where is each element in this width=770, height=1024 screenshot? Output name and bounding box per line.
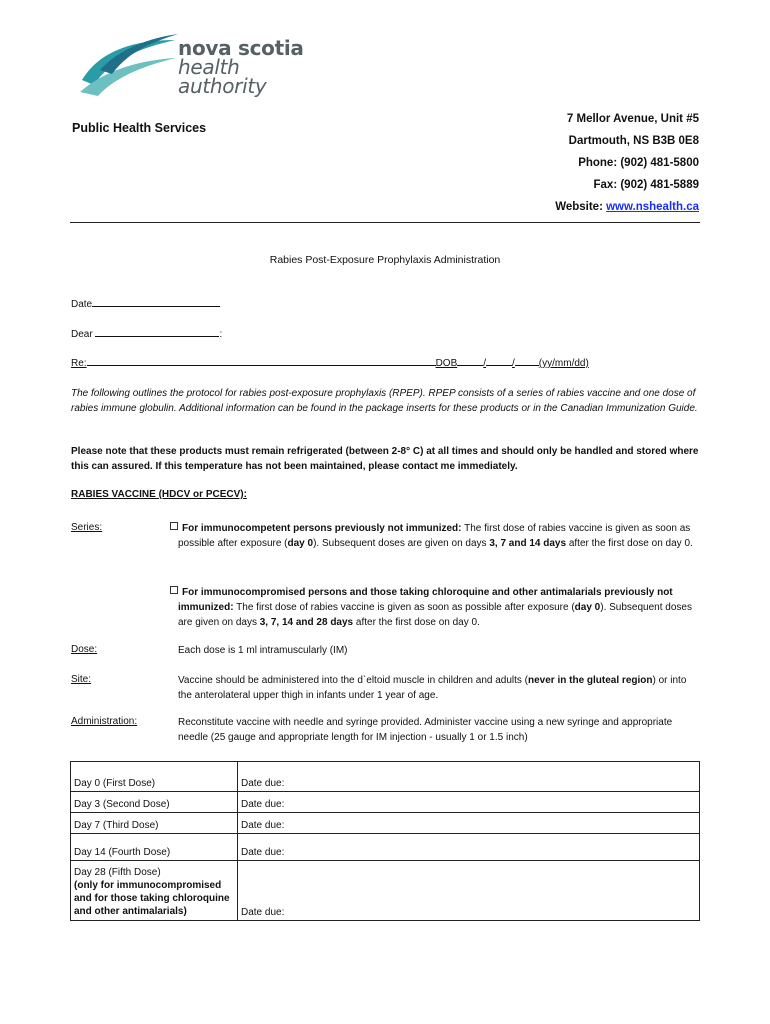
table-row <box>71 861 700 921</box>
website-line <box>555 196 699 218</box>
logo-swoosh-icon <box>80 30 180 100</box>
logo-line1: nova scotia <box>178 36 304 60</box>
dob-dd-blank[interactable] <box>515 356 539 366</box>
series1-day0: day 0 <box>287 538 314 549</box>
series2-a: The first dose of rabies vaccine is given as soon as possible after exposure ( <box>233 602 575 613</box>
dose-text: Each dose is 1 ml intramuscularly (IM) <box>178 645 348 656</box>
dob-label: DOB <box>435 358 458 369</box>
re-label: Re: <box>71 358 87 369</box>
last-dose-label: Day 28 (Fifth Dose) <box>74 867 161 878</box>
table-row <box>71 792 700 813</box>
storage-note: Please note that these products must remain refrigerated (between 2-8° C) at all times and should only be handled and stored where this can assured. If this temperature has not been maintained, please contact me immediately. <box>71 446 699 472</box>
checkbox-immunocompromised[interactable] <box>170 586 178 594</box>
dob-format: (yy/mm/dd) <box>538 358 589 369</box>
series1-days: 3, 7 and 14 days <box>489 538 567 549</box>
series2-day0: day 0 <box>574 602 601 613</box>
fax-line: Fax: (902) 481-5889 <box>593 179 699 191</box>
website-link[interactable]: www.nshealth.ca <box>606 201 699 213</box>
series-item-immunocompetent <box>178 521 700 551</box>
administration-text: Reconstitute vaccine with needle and syringe provided. Administer vaccine using a new syringe and appropriate needle (25 gauge and appropriate length for IM injection - usually 1 or 1.5 inch) <box>178 717 673 743</box>
administration-label: Administration: <box>71 716 138 727</box>
re-blank[interactable] <box>87 356 436 366</box>
table-row <box>71 813 700 834</box>
dear-blank[interactable] <box>95 327 219 337</box>
dose-cell-last <box>71 861 238 921</box>
dob-sep1: / <box>483 358 487 369</box>
date-due-cell[interactable]: Date due: <box>238 792 700 813</box>
dose-schedule-table <box>70 761 700 921</box>
dose-cell: Day 3 (Second Dose) <box>71 792 238 813</box>
series2-c: after the first dose on day 0. <box>353 617 480 628</box>
date-due-cell[interactable]: Date due: <box>238 834 700 861</box>
dose-cell: Day 7 (Third Dose) <box>71 813 238 834</box>
series1-c: after the first dose on day 0. <box>566 538 693 549</box>
series2-b: ). Subsequent doses are given on days <box>178 602 692 628</box>
table-row <box>71 762 700 792</box>
date-due-cell[interactable]: Date due: <box>238 762 700 792</box>
website-label: Website: <box>555 201 607 213</box>
site-a: Vaccine should be administered into the d`eltoid muscle in children and adults ( <box>178 675 529 686</box>
document-title: Rabies Post-Exposure Prophylaxis Administration <box>269 254 501 266</box>
series-item-immunocompromised <box>178 585 700 630</box>
address-line1: 7 Mellor Avenue, Unit #5 <box>566 113 699 125</box>
date-label: Date <box>71 299 93 310</box>
department-name: Public Health Services <box>72 121 207 135</box>
dob-sep2: / <box>512 358 515 369</box>
series-label: Series: <box>71 522 103 533</box>
logo-line2: health authority <box>178 55 267 98</box>
dob-mm-blank[interactable] <box>486 356 512 366</box>
dear-field-row <box>71 327 222 340</box>
nsha-logo <box>80 30 320 100</box>
series2-bold: For immunocompromised persons and those taking chloroquine and other antimalarials previously not immunized: <box>178 587 673 613</box>
vaccine-heading: RABIES VACCINE (HDCV or PCECV): <box>71 489 247 500</box>
last-dose-note: (only for immunocompromised and for those taking chloroquine and other antimalarials) <box>74 880 230 917</box>
date-blank[interactable] <box>92 297 220 307</box>
site-b: ) or into the anterolateral upper thigh in infants under 1 year of age. <box>178 675 687 701</box>
date-due-cell[interactable]: Date due: <box>238 861 700 921</box>
phone-line: Phone: (902) 481-5800 <box>578 157 699 169</box>
dob-yy-blank[interactable] <box>457 356 483 366</box>
series1-a: The first dose of rabies vaccine is given as soon as possible after exposure ( <box>178 523 691 549</box>
site-bold: never in the gluteal region <box>528 675 653 686</box>
re-field-row <box>71 356 589 369</box>
series2-days: 3, 7, 14 and 28 days <box>259 617 354 628</box>
series1-bold: For immunocompetent persons previously not immunized: <box>182 523 462 534</box>
header-divider <box>70 222 700 223</box>
date-due-cell[interactable]: Date due: <box>238 813 700 834</box>
dear-label: Dear <box>71 329 93 340</box>
series1-b: ). Subsequent doses are given on days <box>313 538 490 549</box>
site-label: Site: <box>71 674 92 685</box>
table-row <box>71 834 700 861</box>
contact-block <box>555 108 699 218</box>
dear-suffix: : <box>219 329 223 340</box>
dose-cell: Day 14 (Fourth Dose) <box>71 834 238 861</box>
dose-cell: Day 0 (First Dose) <box>71 762 238 792</box>
address-line2: Dartmouth, NS B3B 0E8 <box>568 135 699 147</box>
checkbox-immunocompetent[interactable] <box>170 522 178 530</box>
intro-paragraph: The following outlines the protocol for rabies post-exposure prophylaxis (RPEP). RPEP consists of a series of rabies vaccine and one dose of rabies immune globulin. Additional information can be found in the package inserts for these products or in the Canadian Immunization Guide. <box>71 388 698 414</box>
dose-label: Dose: <box>71 644 98 655</box>
logo-wordmark <box>178 36 320 98</box>
date-field-row <box>71 297 220 310</box>
site-text <box>178 673 700 703</box>
